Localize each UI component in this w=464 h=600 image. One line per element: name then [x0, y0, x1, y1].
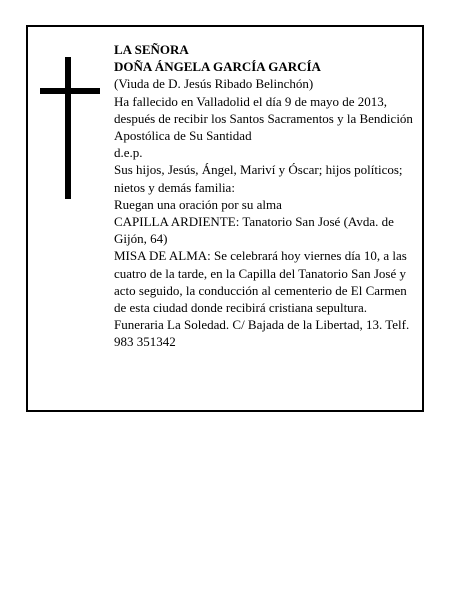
cross-horizontal-bar — [40, 88, 100, 94]
death-statement: Ha fallecido en Valladolid el día 9 de mayo de 2013, después de recibir los Santos Sacramentos y la Bendición Apostólica de Su Santidad — [114, 93, 413, 144]
funeral-home-text: Funeraria La Soledad. C/ Bajada de la Libertad, 13. Telf. 983 351342 — [114, 317, 410, 350]
family-text: Sus hijos, Jesús, Ángel, Mariví y Óscar; hijos políticos; nietos y demás familia: — [114, 162, 403, 195]
widow-of: (Viuda de D. Jesús Ribado Belinchón) — [114, 76, 314, 92]
obituary-notice — [26, 25, 424, 412]
chapel-text: CAPILLA ARDIENTE: Tanatorio San José (Avda. de Gijón, 64) — [114, 214, 394, 247]
dep-text: d.e.p. — [114, 145, 143, 161]
cross-icon — [40, 57, 100, 199]
prayer-text: Ruegan una oración por su alma — [114, 196, 282, 212]
notice-title: LA SEÑORA — [114, 42, 189, 57]
notice-text — [114, 41, 418, 351]
mass-text: MISA DE ALMA: Se celebrará hoy viernes día 10, a las cuatro de la tarde, en la Capilla del Tanatorio San José y acto seguido, la conducción al cementerio de El Carmen de esta ciudad donde recibirá cristiana sepultura. — [114, 248, 407, 316]
cross-vertical-bar — [65, 57, 71, 199]
deceased-name: DOÑA ÁNGELA GARCÍA GARCÍA — [114, 59, 321, 75]
